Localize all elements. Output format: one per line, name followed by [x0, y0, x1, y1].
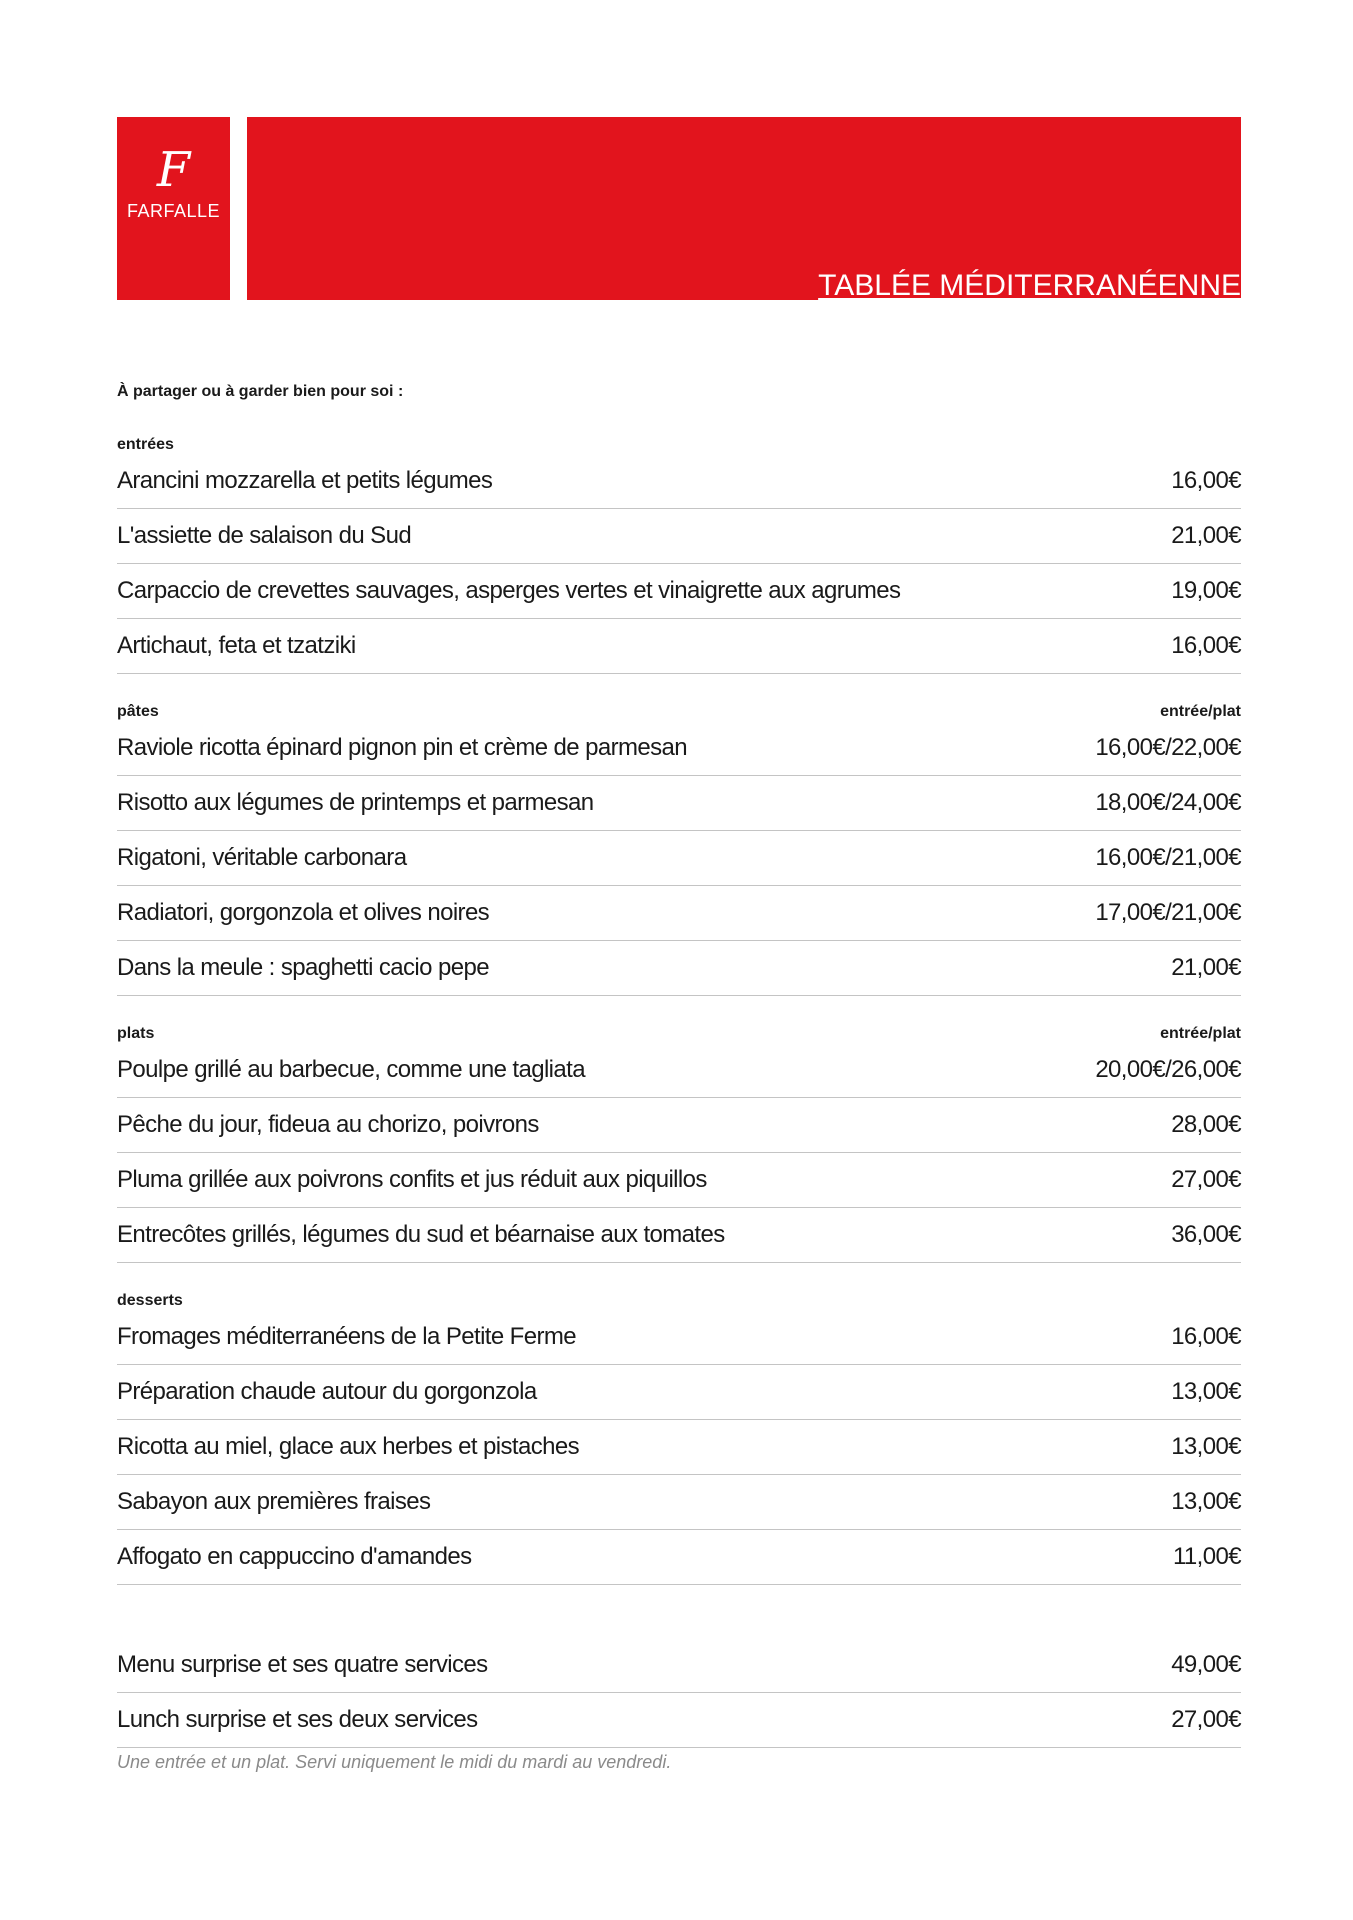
item-price: 16,00€/22,00€: [1095, 734, 1241, 761]
item-price: 20,00€/26,00€: [1095, 1056, 1241, 1083]
menu-item: [117, 509, 1241, 564]
title-banner: [247, 117, 1241, 300]
menu-item: [117, 619, 1241, 674]
logo-wordmark: FARFALLE: [126, 201, 221, 221]
menu-item: [117, 941, 1241, 996]
menu-intro: À partager ou à garder bien pour soi :: [117, 383, 404, 400]
item-name: Fromages méditerranéens de la Petite Ferme: [117, 1323, 577, 1350]
menu-item: [117, 1693, 1241, 1748]
section-desserts: [117, 1290, 1241, 1585]
item-name: Lunch surprise et ses deux services: [117, 1706, 478, 1733]
item-name: L'assiette de salaison du Sud: [117, 522, 412, 549]
item-price: 28,00€: [1171, 1111, 1241, 1138]
menu-item: [117, 1420, 1241, 1475]
section-column-label: entrée/plat: [1160, 703, 1241, 720]
logo-monogram: F: [156, 142, 191, 198]
section-header: [117, 1023, 1241, 1043]
item-name: Ricotta au miel, glace aux herbes et pistaches: [117, 1433, 579, 1460]
lunch-note: Une entrée et un plat. Servi uniquement le midi du mardi au vendredi.: [117, 1752, 672, 1772]
item-name: Préparation chaude autour du gorgonzola: [117, 1378, 537, 1405]
section-title: pâtes: [117, 703, 159, 720]
item-name: Poulpe grillé au barbecue, comme une tagliata: [117, 1056, 585, 1083]
item-name: Dans la meule : spaghetti cacio pepe: [117, 954, 489, 981]
item-name: Menu surprise et ses quatre services: [117, 1651, 488, 1678]
item-price: 17,00€/21,00€: [1095, 899, 1241, 926]
item-name: Affogato en cappuccino d'amandes: [117, 1543, 472, 1570]
item-price: 27,00€: [1171, 1166, 1241, 1193]
menu-item: [117, 721, 1241, 776]
menu-item: [117, 454, 1241, 509]
item-price: 13,00€: [1171, 1433, 1241, 1460]
item-price: 19,00€: [1171, 577, 1241, 604]
menu-item: [117, 1365, 1241, 1420]
menu-item: [117, 1153, 1241, 1208]
section-header: [117, 701, 1241, 721]
menu-item: [117, 1530, 1241, 1585]
section-pates: [117, 701, 1241, 996]
section-title: plats: [117, 1025, 155, 1042]
menu-title: TABLÉE MÉDITERRANÉENNE: [818, 269, 1241, 302]
menu-item: [117, 1310, 1241, 1365]
menu-item: [117, 776, 1241, 831]
item-price: 18,00€/24,00€: [1095, 789, 1241, 816]
menu-item: [117, 1638, 1241, 1693]
item-price: 21,00€: [1171, 522, 1241, 549]
item-name: Risotto aux légumes de printemps et parmesan: [117, 789, 594, 816]
menu-item: [117, 1098, 1241, 1153]
section-title: desserts: [117, 1292, 183, 1309]
farfalle-logo: [117, 117, 230, 300]
section-entrees: [117, 434, 1241, 674]
section-header: [117, 434, 1241, 454]
menu-header: [117, 117, 1241, 300]
item-name: Arancini mozzarella et petits légumes: [117, 467, 493, 494]
item-price: 13,00€: [1171, 1488, 1241, 1515]
item-name: Pluma grillée aux poivrons confits et jus réduit aux piquillos: [117, 1166, 707, 1193]
item-name: Carpaccio de crevettes sauvages, asperges vertes et vinaigrette aux agrumes: [117, 577, 901, 604]
menu-item: [117, 564, 1241, 619]
menu-content: [117, 380, 1241, 1773]
item-price: 27,00€: [1171, 1706, 1241, 1733]
item-price: 16,00€: [1171, 467, 1241, 494]
item-name: Sabayon aux premières fraises: [117, 1488, 431, 1515]
section-column-label: entrée/plat: [1160, 1025, 1241, 1042]
menu-item: [117, 886, 1241, 941]
item-price: 16,00€: [1171, 1323, 1241, 1350]
item-name: Raviole ricotta épinard pignon pin et crème de parmesan: [117, 734, 688, 761]
item-price: 13,00€: [1171, 1378, 1241, 1405]
item-price: 16,00€: [1171, 632, 1241, 659]
menu-item: [117, 1475, 1241, 1530]
item-price: 36,00€: [1171, 1221, 1241, 1248]
menu-item: [117, 1208, 1241, 1263]
menu-item: [117, 1043, 1241, 1098]
section-plats: [117, 1023, 1241, 1263]
item-name: Entrecôtes grillés, légumes du sud et béarnaise aux tomates: [117, 1221, 725, 1248]
item-price: 49,00€: [1171, 1651, 1241, 1678]
item-price: 21,00€: [1171, 954, 1241, 981]
section-header: [117, 1290, 1241, 1310]
menu-item: [117, 831, 1241, 886]
item-name: Artichaut, feta et tzatziki: [117, 632, 356, 659]
section-title: entrées: [117, 436, 174, 453]
item-name: Rigatoni, véritable carbonara: [117, 844, 407, 871]
item-price: 11,00€: [1172, 1543, 1241, 1570]
item-name: Radiatori, gorgonzola et olives noires: [117, 899, 490, 926]
item-name: Pêche du jour, fideua au chorizo, poivrons: [117, 1111, 539, 1138]
section-surprise-menus: [117, 1638, 1241, 1773]
item-price: 16,00€/21,00€: [1095, 844, 1241, 871]
